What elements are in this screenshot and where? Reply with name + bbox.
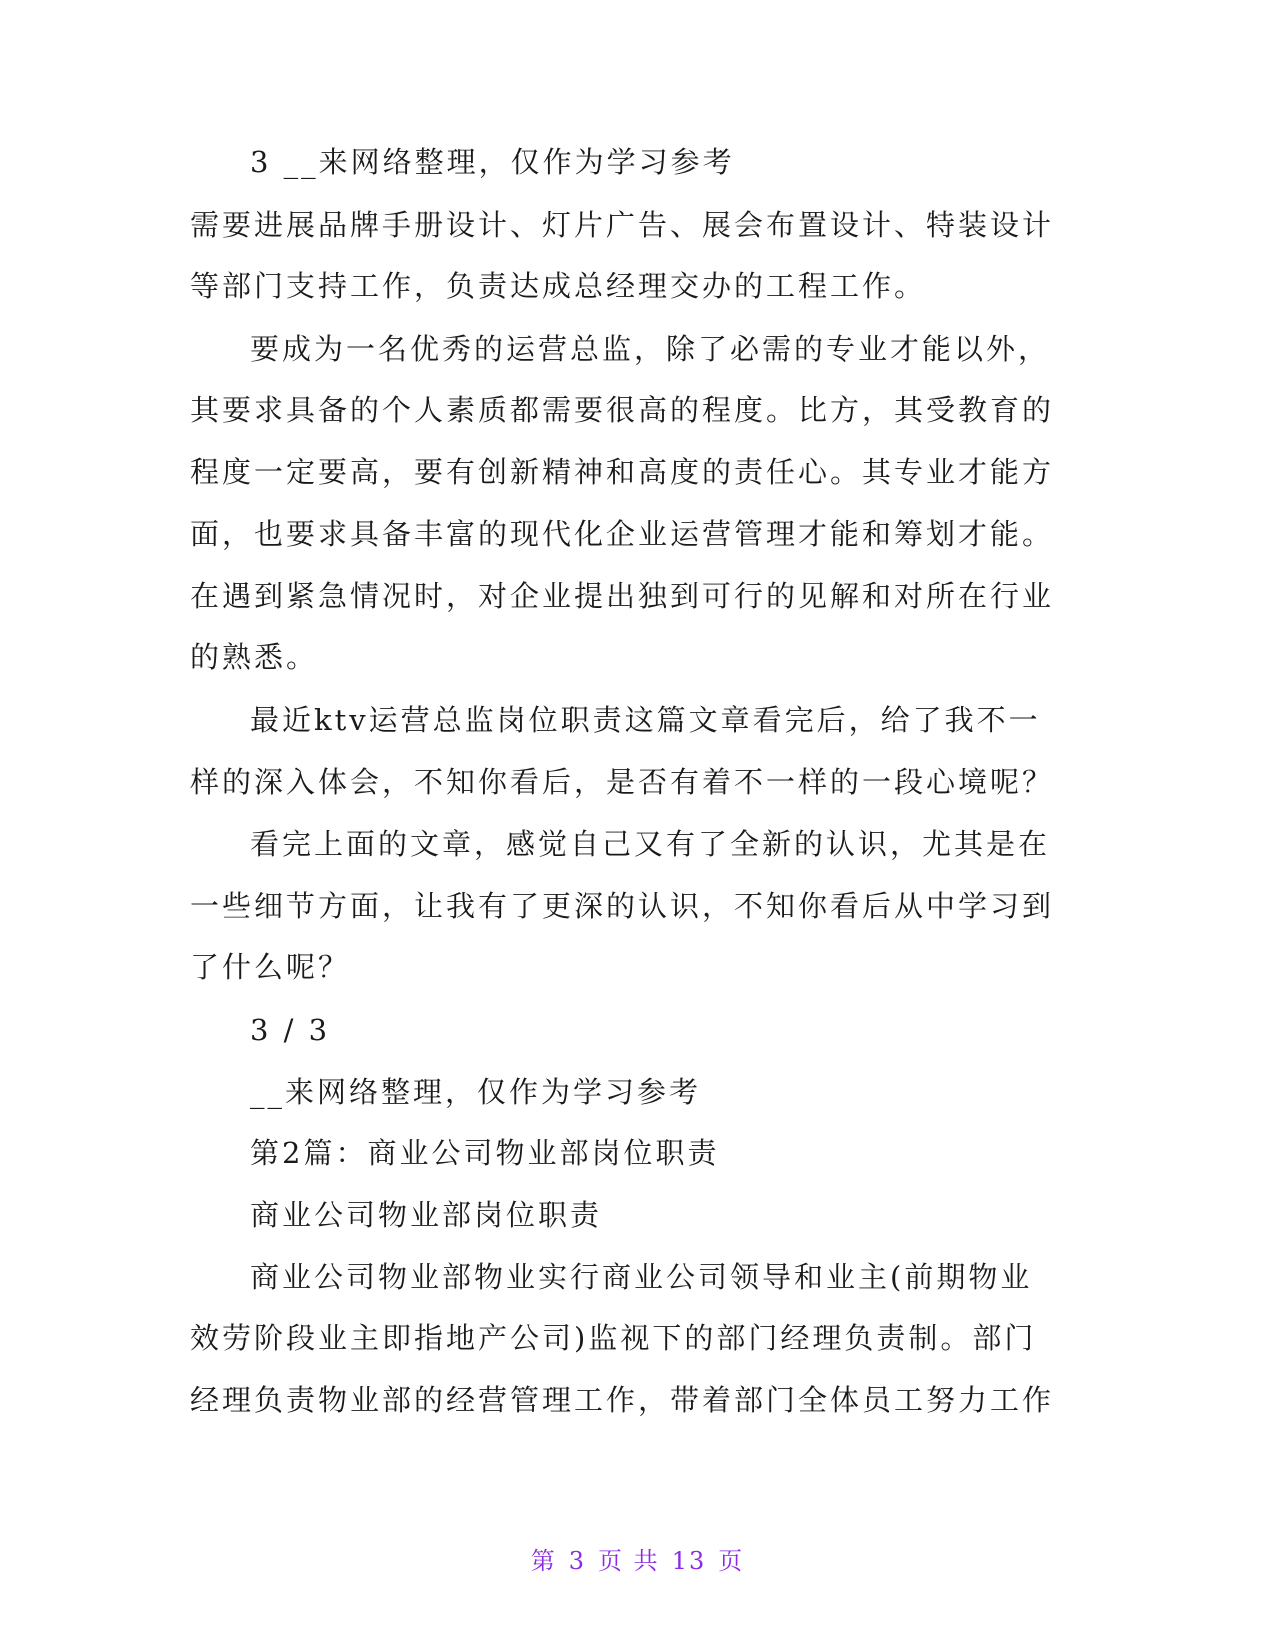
paragraph-2-line-4: 面，也要求具备丰富的现代化企业运营管理才能和筹划才能。 [190,517,1055,551]
page-header-note: 3 __来网络整理，仅作为学习参考 [250,145,735,179]
footer-current-page: 3 [568,1547,587,1575]
footer-total-pages: 13 [671,1547,707,1575]
page-footer [0,1545,1275,1577]
paragraph-4-line-2: 一些细节方面，让我有了更深的认识，不知你看后从中学习到 [190,889,1055,923]
section-subtitle: 商业公司物业部岗位职责 [250,1198,603,1232]
paragraph-1-line-1: 需要进展品牌手册设计、灯片广告、展会布置设计、特装设计 [190,208,1055,242]
paragraph-2-line-2: 其要求具备的个人素质都需要很高的程度。比方，其受教育的 [190,393,1055,427]
paragraph-1-line-2: 等部门支持工作，负责达成总经理交办的工程工作。 [190,269,927,303]
section-heading: 第2篇：商业公司物业部岗位职责 [250,1136,720,1170]
paragraph-5-line-3: 经理负责物业部的经营管理工作，带着部门全体员工努力工作 [190,1383,1055,1417]
paragraph-4-line-3: 了什么呢？ [190,950,351,984]
page-marker: 3 / 3 [250,1013,331,1047]
footer-middle: 页 共 [598,1547,660,1575]
footer-prefix: 第 [530,1547,557,1575]
paragraph-2-line-1: 要成为一名优秀的运营总监，除了必需的专业才能以外， [250,332,1051,366]
paragraph-5-line-1: 商业公司物业部物业实行商业公司领导和业主(前期物业 [250,1260,1033,1294]
paragraph-2-line-3: 程度一定要高，要有创新精神和高度的责任心。其专业才能方 [190,455,1055,489]
paragraph-2-line-5: 在遇到紧急情况时，对企业提出独到可行的见解和对所在行业 [190,579,1055,613]
paragraph-3-line-2: 样的深入体会，不知你看后，是否有着不一样的一段心境呢？ [190,765,1055,799]
footer-suffix: 页 [718,1547,745,1575]
source-note: __来网络整理，仅作为学习参考 [250,1075,702,1109]
paragraph-4-line-1: 看完上面的文章，感觉自己又有了全新的认识，尤其是在 [250,827,1051,861]
paragraph-5-line-2: 效劳阶段业主即指地产公司)监视下的部门经理负责制。部门 [190,1321,1037,1355]
paragraph-2-line-6: 的熟悉。 [190,640,319,674]
paragraph-3-line-1: 最近ktv运营总监岗位职责这篇文章看完后，给了我不一 [250,703,1041,737]
